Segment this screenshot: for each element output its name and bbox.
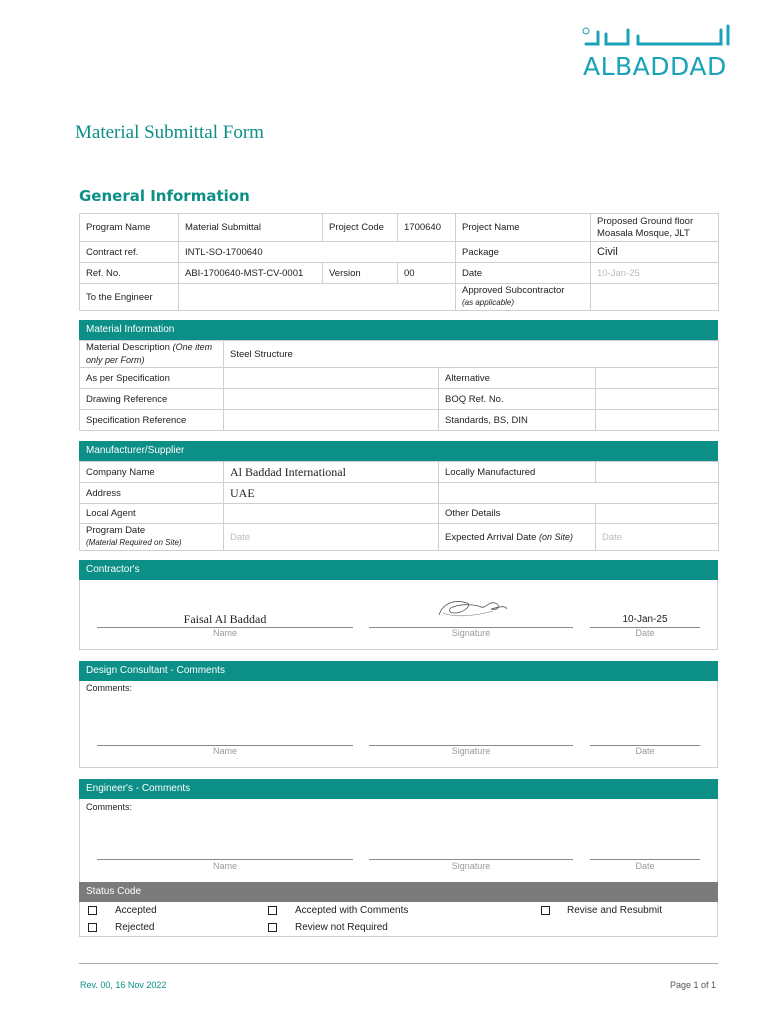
as-per-spec-value[interactable] <box>224 368 439 389</box>
boq-ref-label: BOQ Ref. No. <box>439 389 596 410</box>
program-name-label: Program Name <box>80 214 179 242</box>
contractor-date-value[interactable]: 10-Jan-25 <box>622 614 668 625</box>
drawing-reference-value[interactable] <box>224 389 439 410</box>
to-engineer-value[interactable] <box>179 284 456 311</box>
design-consultant-signature-label: Signature <box>451 746 491 756</box>
engineer-band: Engineer's - Comments <box>79 779 718 799</box>
rejected-label: Rejected <box>115 922 155 933</box>
general-info-table <box>79 213 719 311</box>
package-label: Package <box>456 242 591 263</box>
approved-subcontractor-note: (as applicable) <box>462 298 515 307</box>
project-code-label: Project Code <box>323 214 398 242</box>
other-details-label: Other Details <box>439 504 596 524</box>
expected-arrival-label-cell <box>439 524 596 551</box>
form-title: Material Submittal Form <box>75 122 264 143</box>
address-extra <box>439 483 719 504</box>
page-number: Page 1 of 1 <box>669 980 716 990</box>
local-agent-value[interactable] <box>224 504 439 524</box>
contractor-name-label: Name <box>212 628 237 638</box>
date-label: Date <box>456 263 591 284</box>
engineer-comments-label: Comments: <box>86 802 133 812</box>
review-not-required-label: Review not Required <box>295 922 388 933</box>
project-code-value[interactable]: 1700640 <box>398 214 456 242</box>
contractor-signature[interactable] <box>433 595 513 623</box>
brand-wordmark: ALBADDAD <box>583 52 727 81</box>
boq-ref-value[interactable] <box>596 389 719 410</box>
accepted-with-comments-label: Accepted with Comments <box>295 905 409 916</box>
engineer-signature-label: Signature <box>451 861 491 871</box>
material-description-value[interactable]: Steel Structure <box>224 341 719 368</box>
manufacturer-band: Manufacturer/Supplier <box>79 441 718 461</box>
engineer-signature-line <box>369 859 573 860</box>
contractor-band: Contractor's <box>79 560 718 580</box>
drawing-reference-label: Drawing Reference <box>80 389 224 410</box>
ref-no-value[interactable]: ABI-1700640-MST-CV-0001 <box>179 263 323 284</box>
manufacturer-table <box>79 461 719 551</box>
design-consultant-date-label: Date <box>635 746 655 756</box>
program-date-note: (Material Required on Site) <box>86 538 182 547</box>
revise-and-resubmit-label: Revise and Resubmit <box>567 905 663 916</box>
version-label: Version <box>323 263 398 284</box>
locally-manufactured-value[interactable] <box>596 462 719 483</box>
address-label: Address <box>80 483 224 504</box>
expected-arrival-input[interactable]: Date <box>596 524 719 551</box>
contractor-date-label: Date <box>635 628 655 638</box>
design-consultant-name-label: Name <box>212 746 237 756</box>
contract-ref-value[interactable]: INTL-SO-1700640 <box>179 242 456 263</box>
general-info-heading: General Information <box>79 187 250 205</box>
accepted-with-comments-checkbox[interactable] <box>268 906 277 915</box>
ref-no-label: Ref. No. <box>80 263 179 284</box>
rejected-checkbox[interactable] <box>88 923 97 932</box>
package-value[interactable]: Civil <box>591 242 719 263</box>
program-date-label-cell <box>80 524 224 551</box>
material-description-label-cell <box>80 341 224 368</box>
project-name-label: Project Name <box>456 214 591 242</box>
approved-subcontractor-value[interactable] <box>591 284 719 311</box>
date-value[interactable]: 10-Jan-25 <box>591 263 719 284</box>
program-date-label: Program Date <box>86 525 146 536</box>
design-consultant-comments-label: Comments: <box>86 683 133 693</box>
accepted-label: Accepted <box>115 905 157 916</box>
company-name-label: Company Name <box>80 462 224 483</box>
program-date-input[interactable]: Date <box>224 524 439 551</box>
program-name-value[interactable]: Material Submittal <box>179 214 323 242</box>
material-info-band: Material Information <box>79 320 718 340</box>
contractor-name-value[interactable]: Faisal Al Baddad <box>183 612 267 626</box>
review-not-required-checkbox[interactable] <box>268 923 277 932</box>
contractor-signature-label: Signature <box>451 628 491 638</box>
approved-subcontractor-cell <box>456 284 591 311</box>
specification-reference-value[interactable] <box>224 410 439 431</box>
engineer-name-line <box>97 859 353 860</box>
company-name-value[interactable]: Al Baddad International <box>224 462 439 483</box>
contract-ref-label: Contract ref. <box>80 242 179 263</box>
material-description-note: (One item only per Form) <box>86 342 213 365</box>
local-agent-label: Local Agent <box>80 504 224 524</box>
address-value[interactable]: UAE <box>224 483 439 504</box>
specification-reference-label: Specification Reference <box>80 410 224 431</box>
locally-manufactured-label: Locally Manufactured <box>439 462 596 483</box>
expected-arrival-note: (on Site) <box>539 531 574 542</box>
engineer-date-line <box>590 859 700 860</box>
approved-subcontractor-label: Approved Subcontractor <box>462 285 565 296</box>
footer-divider <box>79 963 718 964</box>
material-description-label: Material Description <box>86 342 170 353</box>
engineer-name-label: Name <box>212 861 237 871</box>
engineer-date-label: Date <box>635 861 655 871</box>
standards-label: Standards, BS, DIN <box>439 410 596 431</box>
status-code-band: Status Code <box>79 882 718 902</box>
design-consultant-band: Design Consultant - Comments <box>79 661 718 681</box>
alternative-value[interactable] <box>596 368 719 389</box>
version-value[interactable]: 00 <box>398 263 456 284</box>
expected-arrival-label: Expected Arrival Date <box>445 531 537 543</box>
project-name-value[interactable]: Proposed Ground floor Moasala Mosque, JLT <box>591 214 719 242</box>
revise-and-resubmit-checkbox[interactable] <box>541 906 550 915</box>
accepted-checkbox[interactable] <box>88 906 97 915</box>
standards-value[interactable] <box>596 410 719 431</box>
as-per-spec-label: As per Specification <box>80 368 224 389</box>
alternative-label: Alternative <box>439 368 596 389</box>
revision-text: Rev. 00, 16 Nov 2022 <box>80 980 167 990</box>
material-info-table <box>79 340 719 431</box>
other-details-value[interactable] <box>596 504 719 524</box>
to-engineer-label: To the Engineer <box>80 284 179 311</box>
